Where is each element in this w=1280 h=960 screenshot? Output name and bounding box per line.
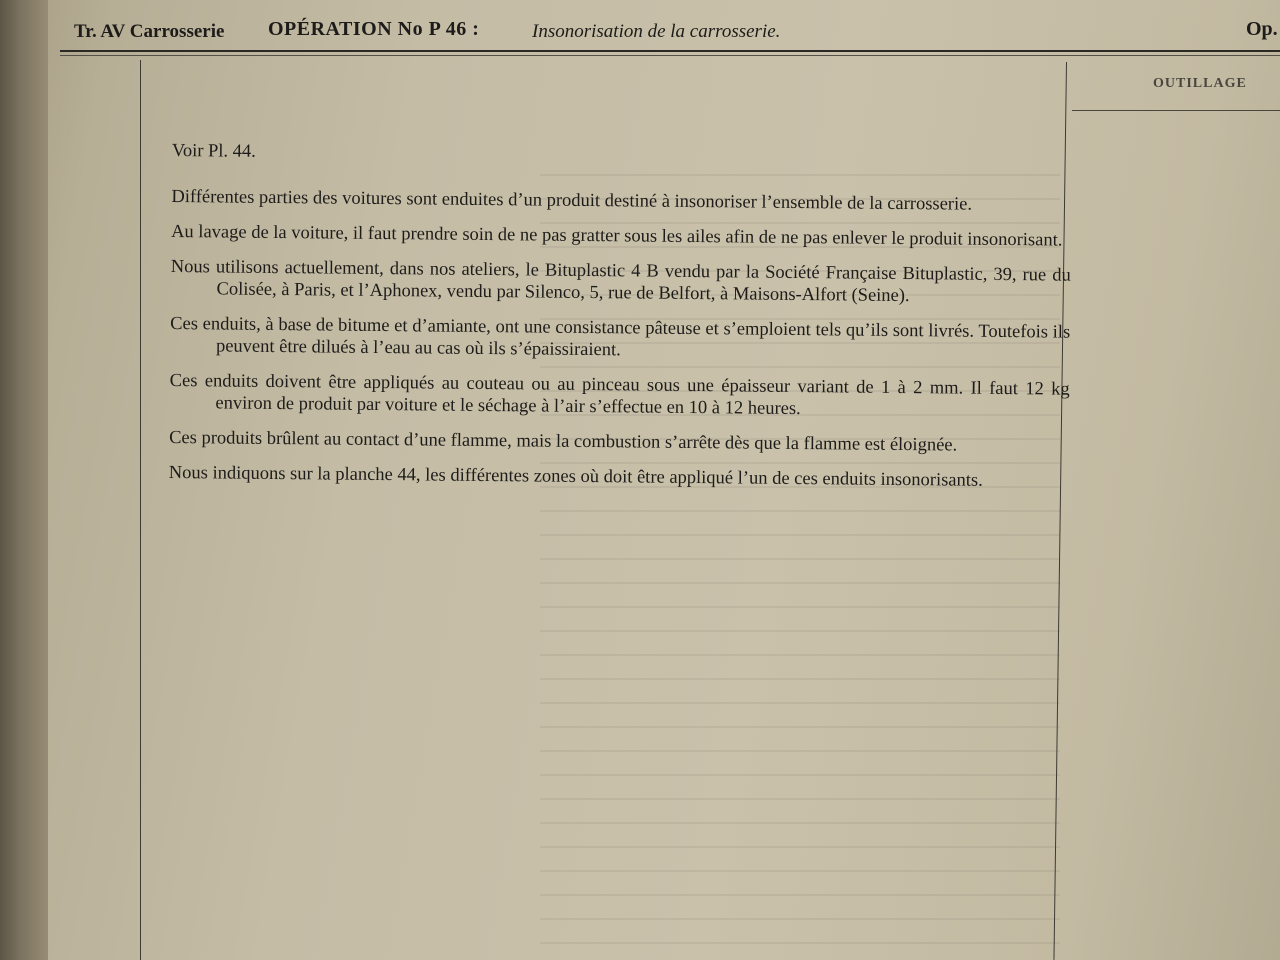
header-title: Insonorisation de la carrosserie. (532, 21, 781, 42)
paragraph: Ces enduits, à base de bitume et d’amiante, ont une consistance pâteuse et s’emploient tels qu’ils sont livrés. Toutefois ils peuvent être dilués à l’eau au cas où ils s’épaissiraient. (170, 313, 1071, 361)
plate-reference: Voir Pl. 44. (171, 140, 256, 162)
paragraph: Ces produits brûlent au contact d’une flamme, mais la combustion s’arrête dès que la flamme est éloignée. (169, 427, 958, 456)
body-text (169, 140, 1072, 506)
paragraph: Nous indiquons sur la planche 44, les différentes zones où doit être appliqué l’un de ces enduits insonorisants. (168, 462, 983, 491)
book-binding (0, 0, 48, 960)
paragraph: Différentes parties des voitures sont enduites d’un produit destiné à insonoriser l’ensemble de la carrosserie. (171, 186, 973, 215)
tools-heading-rule (1072, 110, 1280, 111)
header-rule (60, 50, 1280, 52)
page-header (74, 18, 1280, 52)
tools-column-heading: OUTILLAGE (1153, 76, 1247, 91)
header-rule-thin (60, 55, 1280, 56)
header-op-label: Op. (1246, 18, 1278, 40)
paragraph: Nous utilisons actuellement, dans nos ateliers, le Bituplastic 4 B vendu par la Société Française Bituplastic, 39, rue du Colisée, à Paris, et l’Aphonex, vendu par Silenco, 5, rue de Belfort, à Maisons-Alfort (Seine). (170, 256, 1071, 307)
paragraph: Au lavage de la voiture, il faut prendre soin de ne pas gratter sous les ailes afin de ne pas enlever le produit insonorisant. (171, 221, 1063, 251)
header-operation: OPÉRATION No P 46 : (268, 18, 480, 40)
paragraph: Ces enduits doivent être appliqués au couteau ou au pinceau sous une épaisseur variant de 1 à 2 mm. Il faut 12 kg environ de produit par voiture et le séchage à l’air s’effectue en 10 à 12 heures. (169, 370, 1070, 420)
left-column-rule (140, 60, 141, 960)
header-section: Tr. AV Carrosserie (74, 21, 225, 42)
